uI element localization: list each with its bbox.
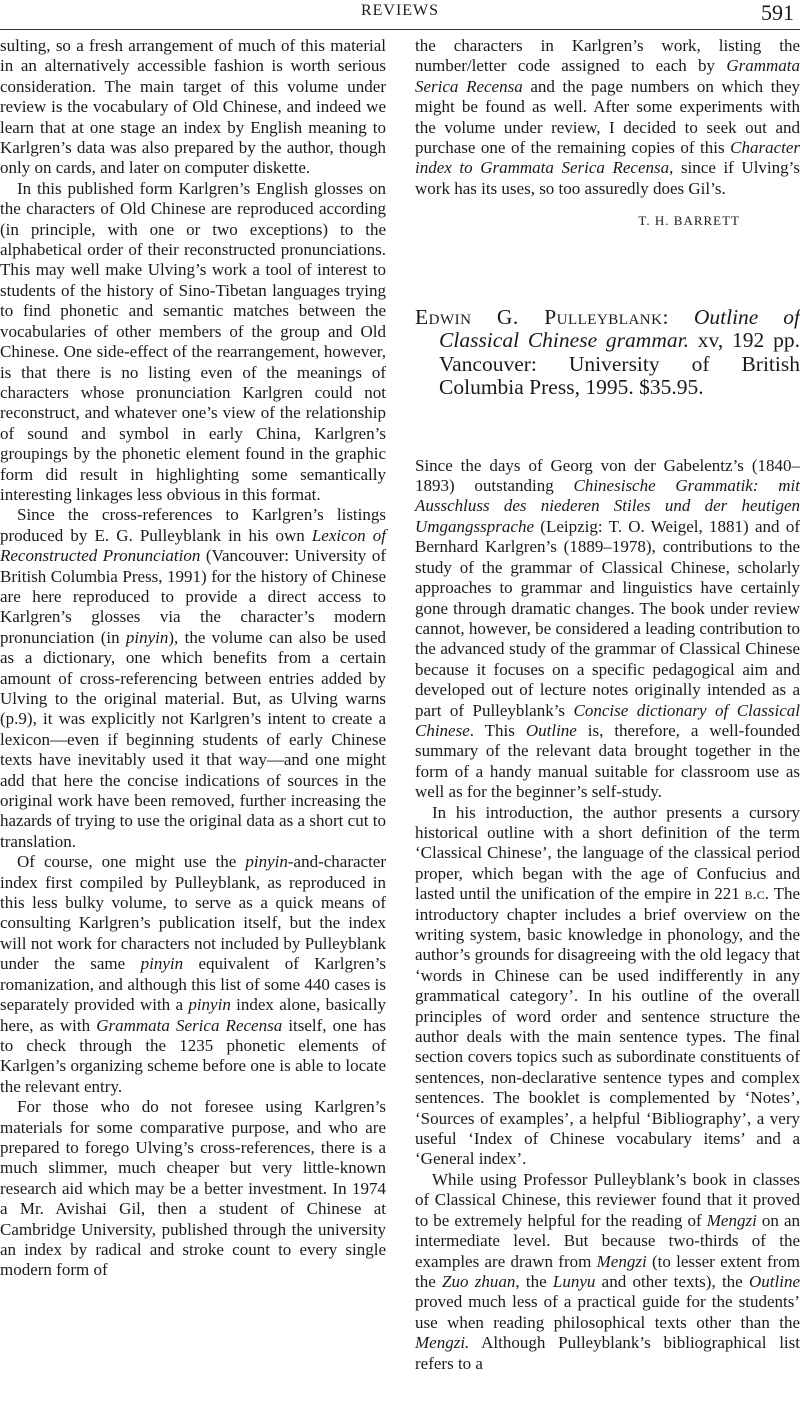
italic-title: Outline [749,1271,800,1291]
paragraph [415,36,800,199]
italic-title: Lexicon of Reconstructed Pronunciation [0,525,386,566]
paragraph: In this published form Karlgren’s English glosses on the characters of Old Chinese are reproduced according (in principle, with one or two exceptions) to the alphabetical order of their reconstructed pronunciations. This may well make Ulving’s work a tool of interest to students of the history of Sino-Tibetan languages trying to find phonetic and semantic matches between the vocabularies of other members of the group and Old Chinese. One side-effect of the rearrangement, however, is that there is no listing even of the meanings of characters whose pronunciation Karlgren could not reconstruct, and whatever one’s view of the relationship of sound and symbol in early China, Karlgren’s groupings by the phonetic element found in the graphic form did result in highlighting some semantically interesting linkages less obvious in this format. [0,178,386,504]
paragraph [415,1170,800,1374]
page-header [0,0,800,30]
text: and other texts), the [595,1271,749,1291]
text: While using Professor Pulleyblank’s book in classes of Classical Chinese, this reviewer found that it proved to be extremely helpful for the reading of [415,1169,800,1230]
text: ), the volume can also be used as a dictionary, one which benefits from a certain amount of cross-referencing between entries added by Ulving to the original material. But, as Ulving warns (p.9), it was explicitly not Karlgren’s intent to create a lexicon—even if beginning students of early Chinese texts have inevitably used it that way—and one might add that here the concise indications of sources in the original work have been removed, further increasing the hazards of trying to use the original data as a short cut to translation. [0,627,386,851]
italic-term: pinyin [125,627,169,647]
text: (Leipzig: T. O. Weigel, 1881) and of Bernhard Karlgren’s (1889–1978), contributions to the study of the grammar of Classical Chinese, scholarly approaches to grammar and linguistics have certainly gone through dramatic changes. The book under review cannot, however, be considered a leading contribution to the advanced study of the grammar of Classical Chinese because it focuses on a specific pedagogical aim and developed out of lecture notes originally intended as a part of Pulleyblank’s [415,516,800,720]
text: Since the days of Georg von der Gabelentz’s (1840–1893) outstanding [415,455,800,496]
paragraph [415,803,800,1170]
text: (to lesser extent from the [415,1251,800,1291]
italic-title: Grammata Serica Recensa [415,56,800,96]
book-author: Edwin G. Pulleyblank: [415,304,669,329]
italic-title: Chinesische Grammatik: mit Ausschluss des niederen Stiles und der heutigen Umgangssprache [415,476,800,536]
reviewer-signature: T. H. BARRETT [638,213,740,229]
text: on an intermediate level. But because two-thirds of the examples are drawn from [415,1210,800,1271]
text: and the page numbers on which they might be found as well. After some experiments with the volume under review, I decided to seek out and purchase one of the remaining copies of this [415,76,800,158]
paragraph [415,456,800,803]
italic-title: Mengzi [706,1210,757,1230]
right-column [415,36,800,1374]
text: the characters in Karlgren’s work, listing the number/letter code assigned to each by [415,36,800,76]
italic-title: Concise dictionary of Classical Chinese [415,700,800,740]
text: (Vancouver: University of British Columbia Press, 1991) for the history of Chinese are here reproduced to provide a direct access to Karlgren’s glosses via the character’s modern pronunciation (in [0,546,386,647]
left-column [0,36,386,1281]
text: is, therefore, a well-founded summary of the relevant data brought together in the form of a handy manual suitable for classroom use as well as for the beginner’s self-study. [415,720,800,802]
italic-title: Mengzi. [415,1333,470,1353]
text: In his introduction, the author presents a cursory historical outline with a short definition of the term ‘Classical Chinese’, the language of the classical period proper, which began with the age of Confucius and lasted until the unification of the empire in 221 [415,802,800,904]
italic-title: Lunyu [552,1271,596,1291]
text: itself, one has to check through the 1235 phonetic elements of Karlgen’s organizing scheme before one is able to locate the relevant entry. [0,1015,386,1096]
paragraph: For those who do not foresee using Karlgren’s materials for some comparative purpose, and who are prepared to forego Ulving’s cross-references, there is a much slimmer, much cheaper but very little-known research aid which may be a better investment. In 1974 a Mr. Avishai Gil, then a student of Chinese at Cambridge University, published through the university an index by radical and stroke count to every single modern form of [0,1097,386,1280]
italic-title: Mengzi [596,1251,647,1271]
italic-term: pinyin [140,954,184,974]
italic-term: pinyin [245,852,288,872]
italic-term: pinyin [188,995,231,1015]
italic-title: Zuo zhuan [442,1271,516,1291]
text: , since if Ulving’s work has its uses, so too assuredly does Gil’s. [415,158,800,198]
text: Of course, one might use the [17,852,246,872]
text: equivalent of Karlgren’s romanization, and although this list of some 440 cases is separately provided with a [0,954,387,1015]
header-rule [0,29,800,30]
paragraph [0,505,386,852]
text: Since the cross-references to Karlgren’s listings produced by E. G. Pulleyblank in his own [0,505,386,545]
italic-title: Character index to Grammata Serica Recensa [415,138,800,178]
text: . This [469,720,526,740]
text: -and-character index first compiled by Pulleyblank, as reproduced in this less bulky volume, to serve as a quick means of consulting Karlgren’s publication itself, but the index will not work for characters not included by Pulleyblank under the same [0,852,386,974]
italic-title: Grammata Serica Recensa [96,1015,283,1035]
era-abbrev: b.c. [744,884,770,904]
italic-title: Outline [525,720,577,740]
book-title: Outline of Classical Chinese grammar. [439,304,800,353]
text: index alone, basically here, as with [0,995,386,1035]
book-details: xv, 192 pp. Vancouver: University of British Columbia Press, 1995. $35.95. [439,328,800,400]
review-body [415,456,800,1374]
text: Although Pulleyblank’s bibliographical list refers to a [415,1333,800,1373]
paragraph [0,852,386,1097]
review-heading [415,306,800,400]
text: The introductory chapter includes a brief overview on the writing system, basic knowledge in phonology, and the author’s grounds for disagreeing with the old legacy that ‘words in Chinese can be used indifferently in any grammatical category’. In his outline of the overall principles of word order and sentence structure the author deals with the main sentence types. The final section covers topics such as subordinate constituents of sentences, non-declarative sentence types and complex sentences. The booklet is complemented by ‘Notes’, ‘Sources of examples’, a helpful ‘Bibliography’, a very useful ‘Index of Chinese vocabulary items’ and a ‘General index’. [415,884,800,1169]
page-number: 591 [761,0,794,25]
paragraph: sulting, so a fresh arrangement of much of this material in an alternatively accessible fashion is worth serious consideration. The main target of this volume under review is the vocabulary of Old Chinese, and indeed we learn that at one stage an index by English meaning to Karlgren’s data was also prepared by the author, though only on cards, and later on computer diskette. [0,36,386,178]
running-head: REVIEWS [360,2,440,19]
text: proved much less of a practical guide for the students’ use when reading philosophical texts other than the [415,1292,800,1332]
text: , the [515,1271,553,1291]
